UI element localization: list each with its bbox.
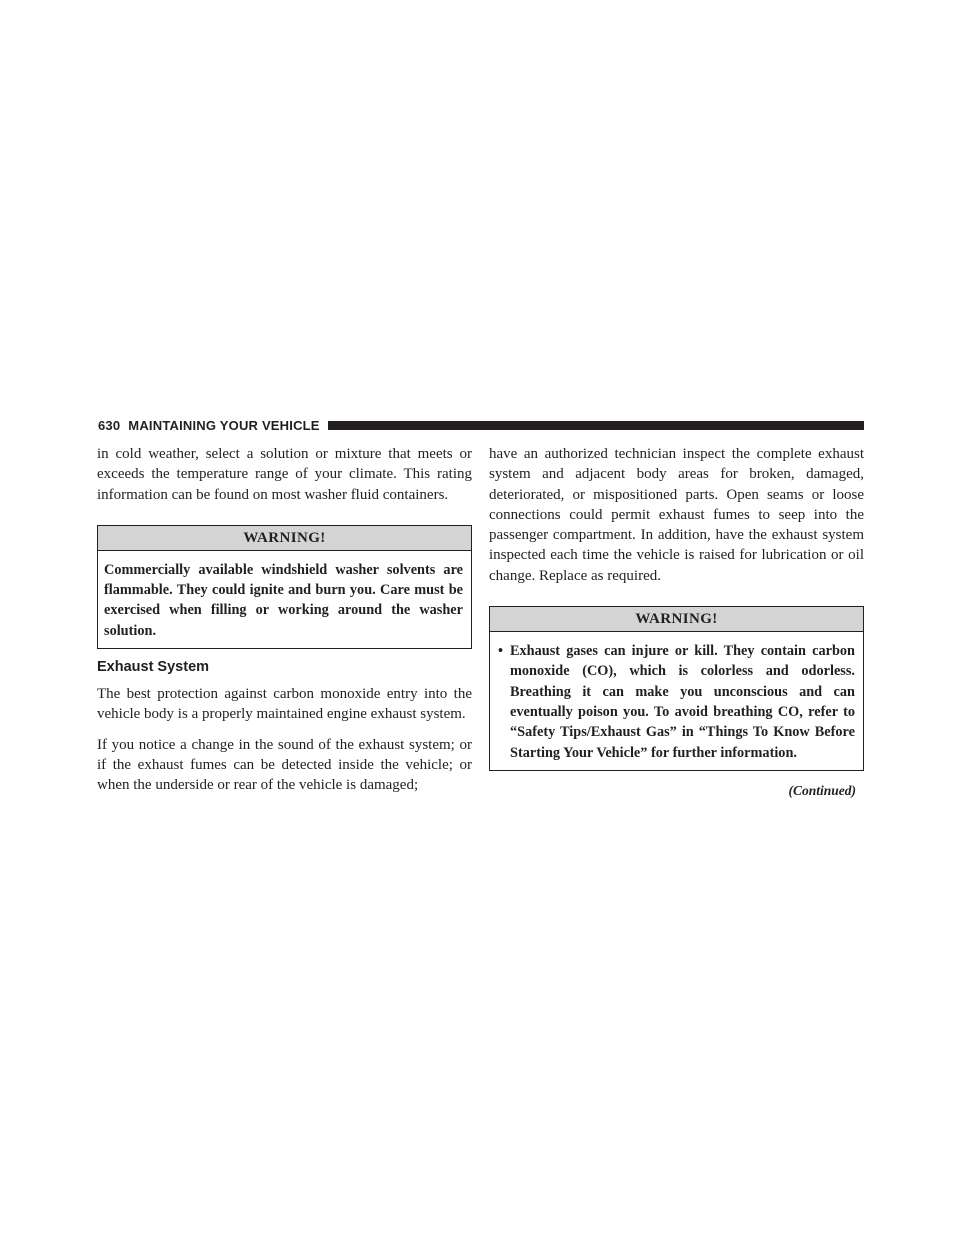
bullet-icon: • — [498, 643, 504, 660]
page-number: 630 — [98, 417, 121, 433]
continued-label: (Continued) — [788, 782, 856, 798]
exhaust-gas-warning-box — [489, 606, 864, 771]
header-rule — [328, 421, 864, 430]
warning-text: Commercially available windshield washer solvents are flammable. They could ignite and burn you. Care must be exercised when filling or working around the washer solution. — [104, 561, 463, 639]
page-header — [98, 416, 864, 434]
intro-paragraph: in cold weather, select a solution or mixture that meets or exceeds the temperature range of your climate. This rating information can be found on most washer fluid containers. — [97, 446, 472, 503]
warning-bullet-item — [490, 632, 863, 770]
right-column — [489, 444, 864, 799]
paragraph-exhaust-change: If you notice a change in the sound of the exhaust system; or if the exhaust fumes can be detected inside the vehicle; or when the underside or rear of the vehicle is damaged; — [97, 736, 472, 794]
warning-bullet-text: Exhaust gases can injure or kill. They contain carbon monoxide (CO), which is colorless and odorless. Breathing it can make you unconscious and can eventually poison you. To avoid breathing CO, refer to “Safety Tips/Exhaust Gas” in “Things To Know Before Starting Your Vehicle” for further information. — [510, 643, 855, 761]
section-title: MAINTAINING YOUR VEHICLE — [128, 417, 320, 433]
left-column — [97, 444, 472, 796]
washer-solvent-warning-box — [97, 525, 472, 649]
exhaust-system-heading: Exhaust System — [97, 659, 210, 676]
warning-title: WARNING! — [490, 607, 863, 632]
paragraph-inspect-exhaust: have an authorized technician inspect the complete exhaust system and adjacent body areas for broken, damaged, deteriorated, or mispositioned parts. Open seams or loose connections could permit exhaust fumes to seep into the passenger compartment. In addition, have the exhaust system inspected each time the vehicle is raised for lubrication or oil change. Replace as required. — [489, 446, 864, 584]
warning-title: WARNING! — [98, 526, 471, 551]
paragraph-carbon-monoxide: The best protection against carbon monoxide entry into the vehicle body is a properly maintained engine exhaust system. — [97, 686, 472, 723]
